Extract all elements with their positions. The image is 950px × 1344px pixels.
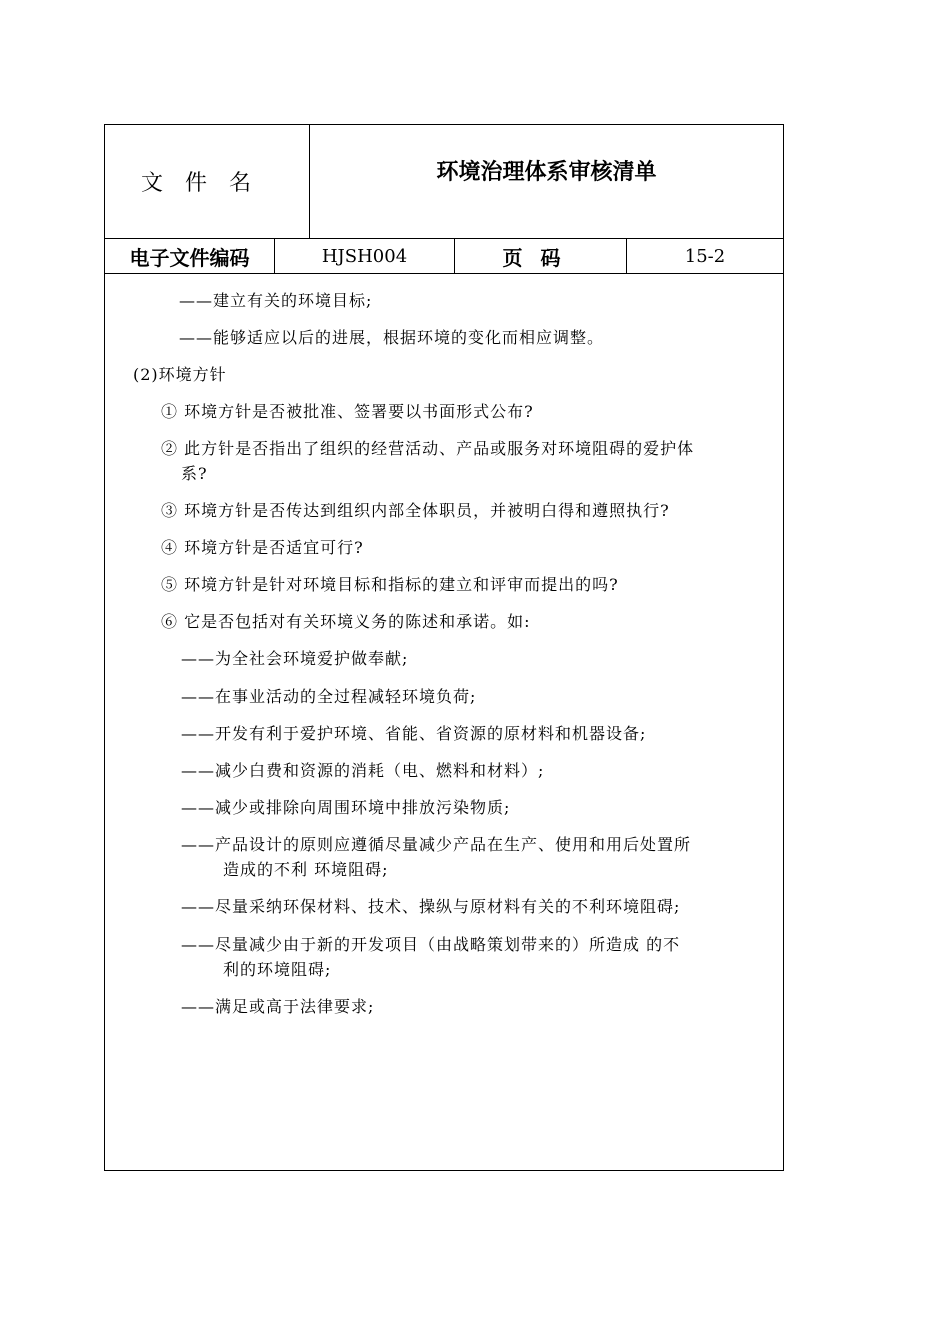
body-line: ② 此方针是否指出了组织的经营活动、产品或服务对环境阻碍的爱护体 [161,439,695,458]
body-line: ① 环境方针是否被批准、签署要以书面形式公布? [161,402,534,421]
body-line: ⑥ 它是否包括对有关环境义务的陈述和承诺。如: [161,612,531,631]
document-title: 环境治理体系审核清单 [436,159,657,185]
body-line: ——满足或高于法律要求; [181,997,375,1016]
file-code-value: HJSH004 [275,239,455,273]
body-line: ——尽量采纳环保材料、技术、操纵与原材料有关的不利环境阻碍; [181,897,681,916]
body-line: ——在事业活动的全过程减轻环境负荷; [181,687,477,706]
file-code-label: 电子文件编码 [105,239,275,273]
page-number-value: 15-2 [684,245,726,267]
body-line: ——为全社会环境爱护做奉献; [181,649,409,668]
document-table [104,124,784,1171]
body-line: ——建立有关的环境目标; [179,291,373,310]
body-line: ⑤ 环境方针是针对环境目标和指标的建立和评审而提出的吗? [161,575,619,594]
body-line: ——能够适应以后的进展，根据环境的变化而相应调整。 [179,328,605,347]
file-name-label: 文件名 [105,125,310,238]
section-heading: (2)环境方针 [133,365,227,384]
page-number-label: 页码 [455,239,627,273]
body-line: 利的环境阻碍; [223,960,332,979]
body-line: ③ 环境方针是否传达到组织内部全体职员，并被明白得和遵照执行? [161,501,670,520]
body-line: 系? [181,464,208,483]
header-row-title [105,125,783,239]
body-line: ④ 环境方针是否适宜可行? [161,538,364,557]
header-row-meta [105,239,783,274]
body-line: ——减少白费和资源的消耗（电、燃料和材料）; [181,761,545,780]
body-line: ——开发有利于爱护环境、省能、省资源的原材料和机器设备; [181,724,647,743]
body-line: ——减少或排除向周围环境中排放污染物质; [181,798,511,817]
body-line: ——尽量减少由于新的开发项目（由战略策划带来的）所造成 的不 [181,935,681,954]
body-line: ——产品设计的原则应遵循尽量减少产品在生产、使用和用后处置所 [181,835,692,854]
body-line: 造成的不利 环境阻碍; [223,860,389,879]
